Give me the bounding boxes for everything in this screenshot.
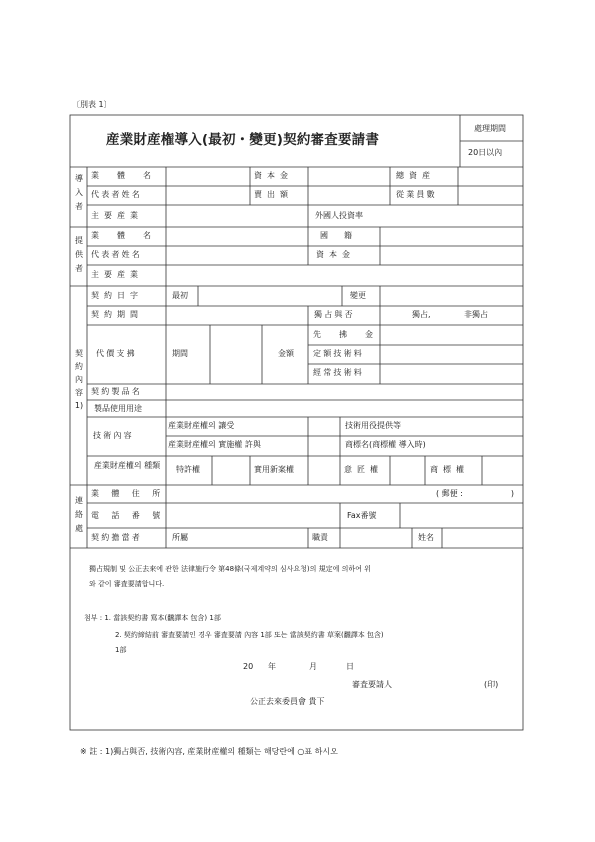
section-contact: 連絡處 <box>75 496 83 533</box>
form-title: 産業財産権導入(最初・變更)契約審査要請書 <box>106 132 380 148</box>
initial-label: 最初 <box>172 291 188 300</box>
section-introducer: 導入者 <box>75 174 83 211</box>
sales-label: 賣出額 <box>254 190 293 199</box>
capital-label: 資本金 <box>254 171 293 180</box>
representative-label: 代表者姓名 <box>91 190 142 199</box>
change-label: 變更 <box>350 291 366 300</box>
provider-representative-label: 代表者姓名 <box>91 250 142 259</box>
attachment-line-3: 1部 <box>115 646 127 654</box>
employees-label: 從業員數 <box>396 190 437 199</box>
payment-method-label: 代價支拂 <box>96 349 137 358</box>
provider-main-industry-label: 主要産業 <box>91 270 143 279</box>
postcode-label: ( 郵便 : ) <box>436 489 515 498</box>
attachment-line-1: 첨부 : 1. 當該契約書 寫本(飜譯本 包含) 1部 <box>84 614 221 622</box>
date-year-unit: 年 <box>268 662 276 671</box>
name-label: 姓名 <box>418 533 434 542</box>
nationality-label: 國 籍 <box>320 231 352 240</box>
tech-service-option[interactable]: 技術用役提供等 <box>345 421 401 430</box>
advance-payment-label: 先 拂 金 <box>313 330 378 339</box>
total-assets-label: 總資産 <box>396 171 435 180</box>
processing-period-value: 20日以內 <box>468 148 503 157</box>
fax-label: Fax番號 <box>347 511 377 520</box>
running-royalty-label: 經常技術料 <box>313 368 364 377</box>
applicant-label: 審査要請人 <box>352 680 392 689</box>
exclusive-option[interactable]: 獨占, <box>412 310 431 319</box>
processing-period-label: 處理期間 <box>474 124 506 133</box>
utility-model-option[interactable]: 實用新案權 <box>254 465 294 474</box>
department-label: 所屬 <box>172 533 188 542</box>
attachment-line-2: 2. 契約締結前 審査要請인 경우 審査要請 內容 1部 또는 當該契約書 草案(飜譯本 包含) <box>115 631 384 639</box>
patent-option[interactable]: 特許權 <box>176 465 200 474</box>
fixed-royalty-label: 定額技術料 <box>313 349 364 358</box>
provider-capital-label: 資本金 <box>316 250 355 259</box>
trademark-right-option[interactable]: 商標權 <box>430 465 469 474</box>
company-name-label: 業 體 名 <box>91 171 156 180</box>
main-industry-label: 主要産業 <box>91 211 143 220</box>
trademark-option[interactable]: 商標名(商標權 導入時) <box>345 440 426 449</box>
date-month-unit: 月 <box>309 662 317 671</box>
contract-manager-label: 契約擔當者 <box>91 533 142 542</box>
ip-transfer-option[interactable]: 産業財産權의 讓受 <box>168 421 235 430</box>
section-provider: 提供者 <box>75 236 83 273</box>
date-year: 20 <box>243 662 254 671</box>
ip-license-option[interactable]: 産業財産權의 實施權 許與 <box>168 440 261 449</box>
position-label: 職責 <box>312 533 328 542</box>
exclusivity-label: 獨占與否 <box>314 310 355 319</box>
period-label: 期間 <box>172 349 188 358</box>
technology-content-label: 技術內容 <box>93 431 134 440</box>
contract-date-label: 契約日字 <box>91 291 143 300</box>
section-contract-content: 契約內容1) <box>74 349 84 410</box>
annex-label: 〔別表 1〕 <box>72 100 112 109</box>
addressee: 公正去來委員會 貴下 <box>250 697 325 706</box>
footnote: ※ 註 : 1)獨占與否, 技術內容, 産業財産權의 種類는 해당란에 ○표 하시오 <box>80 747 338 756</box>
phone-label: 電 話 番 號 <box>91 511 163 520</box>
design-option[interactable]: 意匠權 <box>344 465 383 474</box>
seal-mark: (印) <box>484 680 499 689</box>
contract-period-label: 契約期間 <box>91 310 143 319</box>
statement-line-2: 와 같이 審査要請합니다. <box>89 580 165 588</box>
contract-products-label: 契約製品名 <box>91 387 142 396</box>
non-exclusive-option[interactable]: 非獨占 <box>464 310 488 319</box>
foreign-investment-label: 外國人投資率 <box>315 211 363 220</box>
amount-label: 金額 <box>278 349 294 358</box>
address-label: 業 體 住 所 <box>91 489 163 498</box>
date-day-unit: 日 <box>346 662 354 671</box>
ip-types-label: 産業財産權의 種類 <box>93 461 161 470</box>
provider-company-name-label: 業 體 名 <box>91 231 156 240</box>
statement-line-1: 獨占規制 및 公正去來에 관한 法律施行令 第48條(국제계약의 심사요청)의 規定에 의하여 위 <box>89 565 371 573</box>
product-use-label: 製品使用用途 <box>94 404 142 413</box>
